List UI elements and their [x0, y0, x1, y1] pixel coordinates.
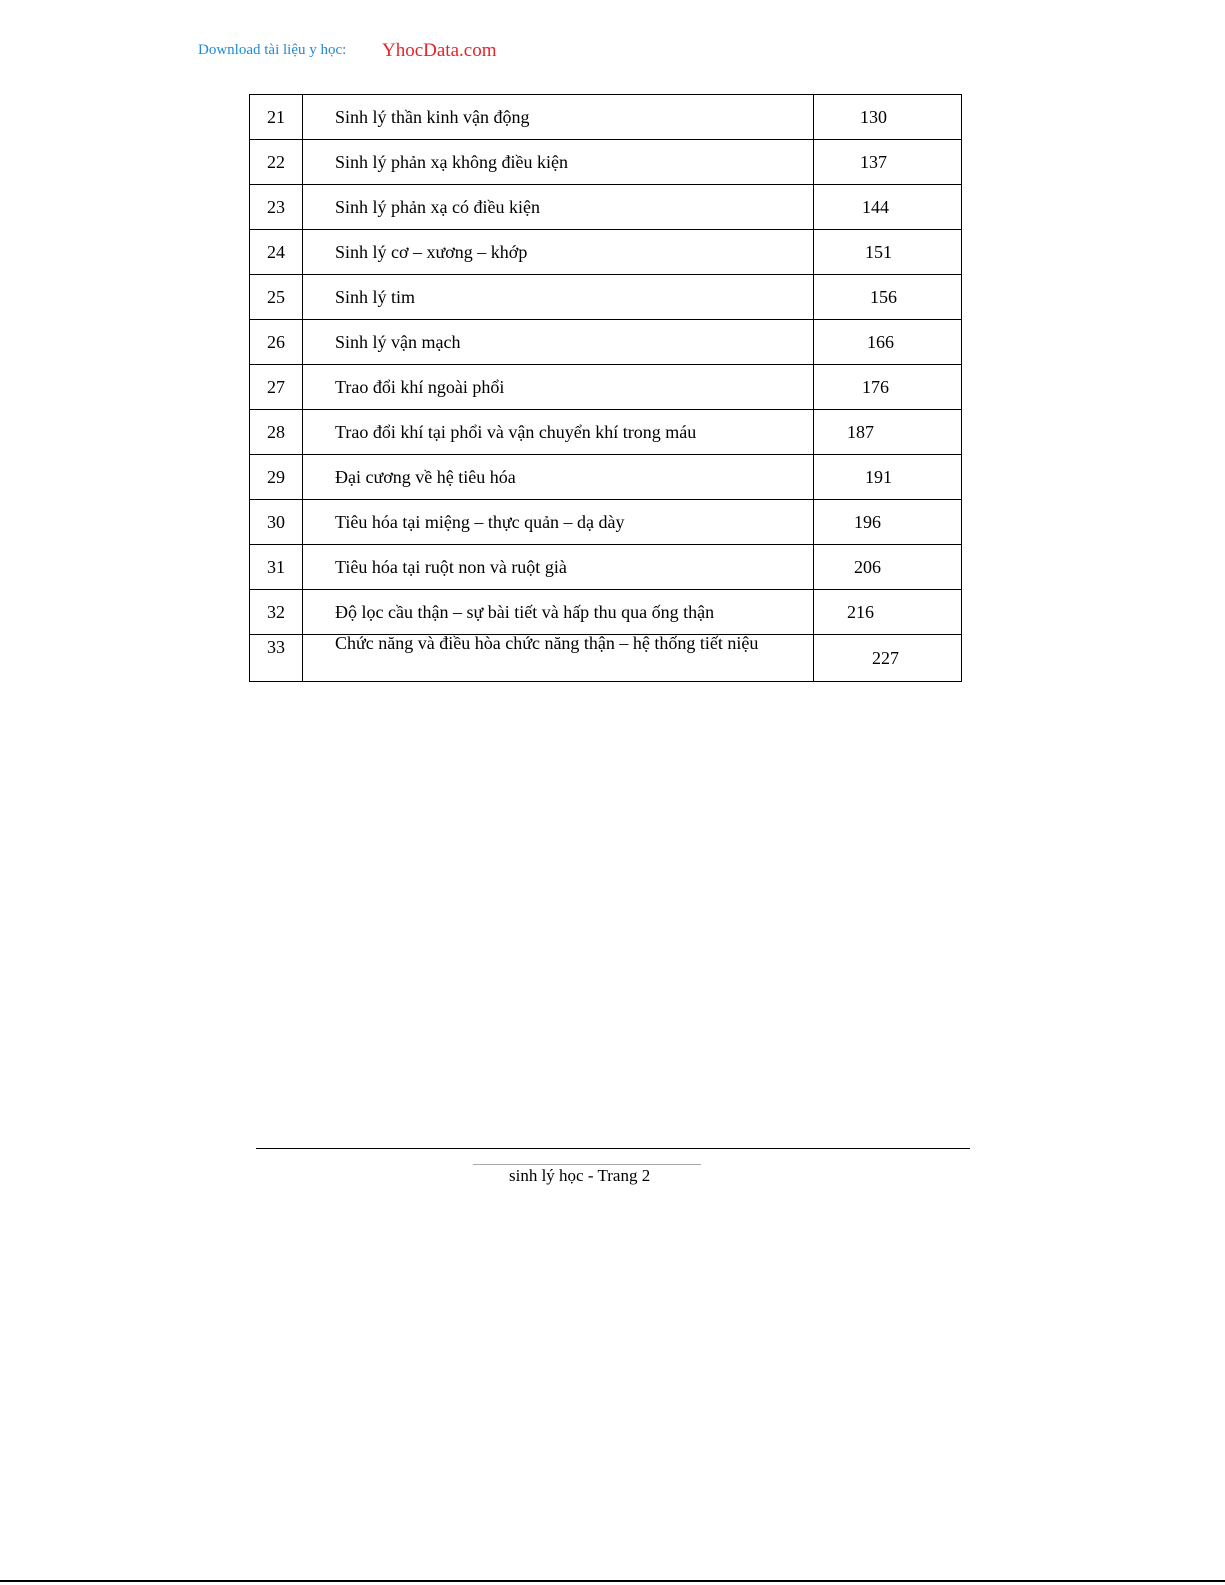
toc-row-page: 166	[814, 320, 962, 365]
toc-row-title[interactable]: Tiêu hóa tại miệng – thực quản – dạ dày	[303, 500, 814, 545]
toc-row	[250, 410, 962, 455]
toc-row-title[interactable]: Chức năng và điều hòa chức năng thận – hệ thống tiết niệu	[303, 635, 814, 682]
toc-table	[249, 94, 962, 682]
toc-row-page: 191	[814, 455, 962, 500]
toc-row-page: 156	[814, 275, 962, 320]
toc-row	[250, 590, 962, 635]
toc-row-number: 22	[250, 140, 303, 185]
toc-row-number: 33	[250, 635, 303, 682]
toc-row	[250, 185, 962, 230]
toc-row-number: 25	[250, 275, 303, 320]
page-footer: sinh lý học - Trang 2	[509, 1166, 651, 1185]
toc-row-page: 227	[814, 635, 962, 682]
toc-row-page: 216	[814, 590, 962, 635]
toc-row-title[interactable]: Đại cương về hệ tiêu hóa	[303, 455, 814, 500]
toc-row-title[interactable]: Sinh lý cơ – xương – khớp	[303, 230, 814, 275]
toc-row-title[interactable]: Tiêu hóa tại ruột non và ruột già	[303, 545, 814, 590]
toc-row-page: 137	[814, 140, 962, 185]
toc-row-title[interactable]: Trao đổi khí tại phổi và vận chuyển khí trong máu	[303, 410, 814, 455]
toc-row-number: 32	[250, 590, 303, 635]
toc-row	[250, 365, 962, 410]
toc-row-page: 144	[814, 185, 962, 230]
footer-underline	[473, 1164, 701, 1165]
toc-row	[250, 275, 962, 320]
toc-row-page: 176	[814, 365, 962, 410]
toc-row-number: 29	[250, 455, 303, 500]
toc-row	[250, 455, 962, 500]
toc-row-number: 28	[250, 410, 303, 455]
toc-row-page: 151	[814, 230, 962, 275]
toc-row-page: 187	[814, 410, 962, 455]
toc-row-page: 196	[814, 500, 962, 545]
toc-row-title[interactable]: Sinh lý tim	[303, 275, 814, 320]
toc-row-title[interactable]: Sinh lý phản xạ có điều kiện	[303, 185, 814, 230]
toc-row-page: 130	[814, 95, 962, 140]
toc-row	[250, 230, 962, 275]
toc-row-title[interactable]: Sinh lý thần kinh vận động	[303, 95, 814, 140]
toc-row	[250, 545, 962, 590]
toc-row-title[interactable]: Sinh lý vận mạch	[303, 320, 814, 365]
toc-row	[250, 320, 962, 365]
download-label: Download tài liệu y học:	[198, 42, 347, 58]
toc-row-title[interactable]: Độ lọc cầu thận – sự bài tiết và hấp thu qua ống thận	[303, 590, 814, 635]
toc-row-number: 21	[250, 95, 303, 140]
footer-divider	[256, 1148, 970, 1149]
site-link[interactable]: YhocData.com	[382, 40, 497, 61]
toc-row-title[interactable]: Trao đổi khí ngoài phổi	[303, 365, 814, 410]
toc-row-number: 26	[250, 320, 303, 365]
toc-row-number: 23	[250, 185, 303, 230]
toc-row	[250, 95, 962, 140]
page-bottom-edge	[0, 1580, 1225, 1582]
toc-row-number: 27	[250, 365, 303, 410]
toc-row-page: 206	[814, 545, 962, 590]
toc-row-number: 30	[250, 500, 303, 545]
toc-row-number: 24	[250, 230, 303, 275]
toc-row-number: 31	[250, 545, 303, 590]
toc-row	[250, 500, 962, 545]
toc-row	[250, 140, 962, 185]
toc-row-title[interactable]: Sinh lý phản xạ không điều kiện	[303, 140, 814, 185]
toc-row	[250, 635, 962, 682]
